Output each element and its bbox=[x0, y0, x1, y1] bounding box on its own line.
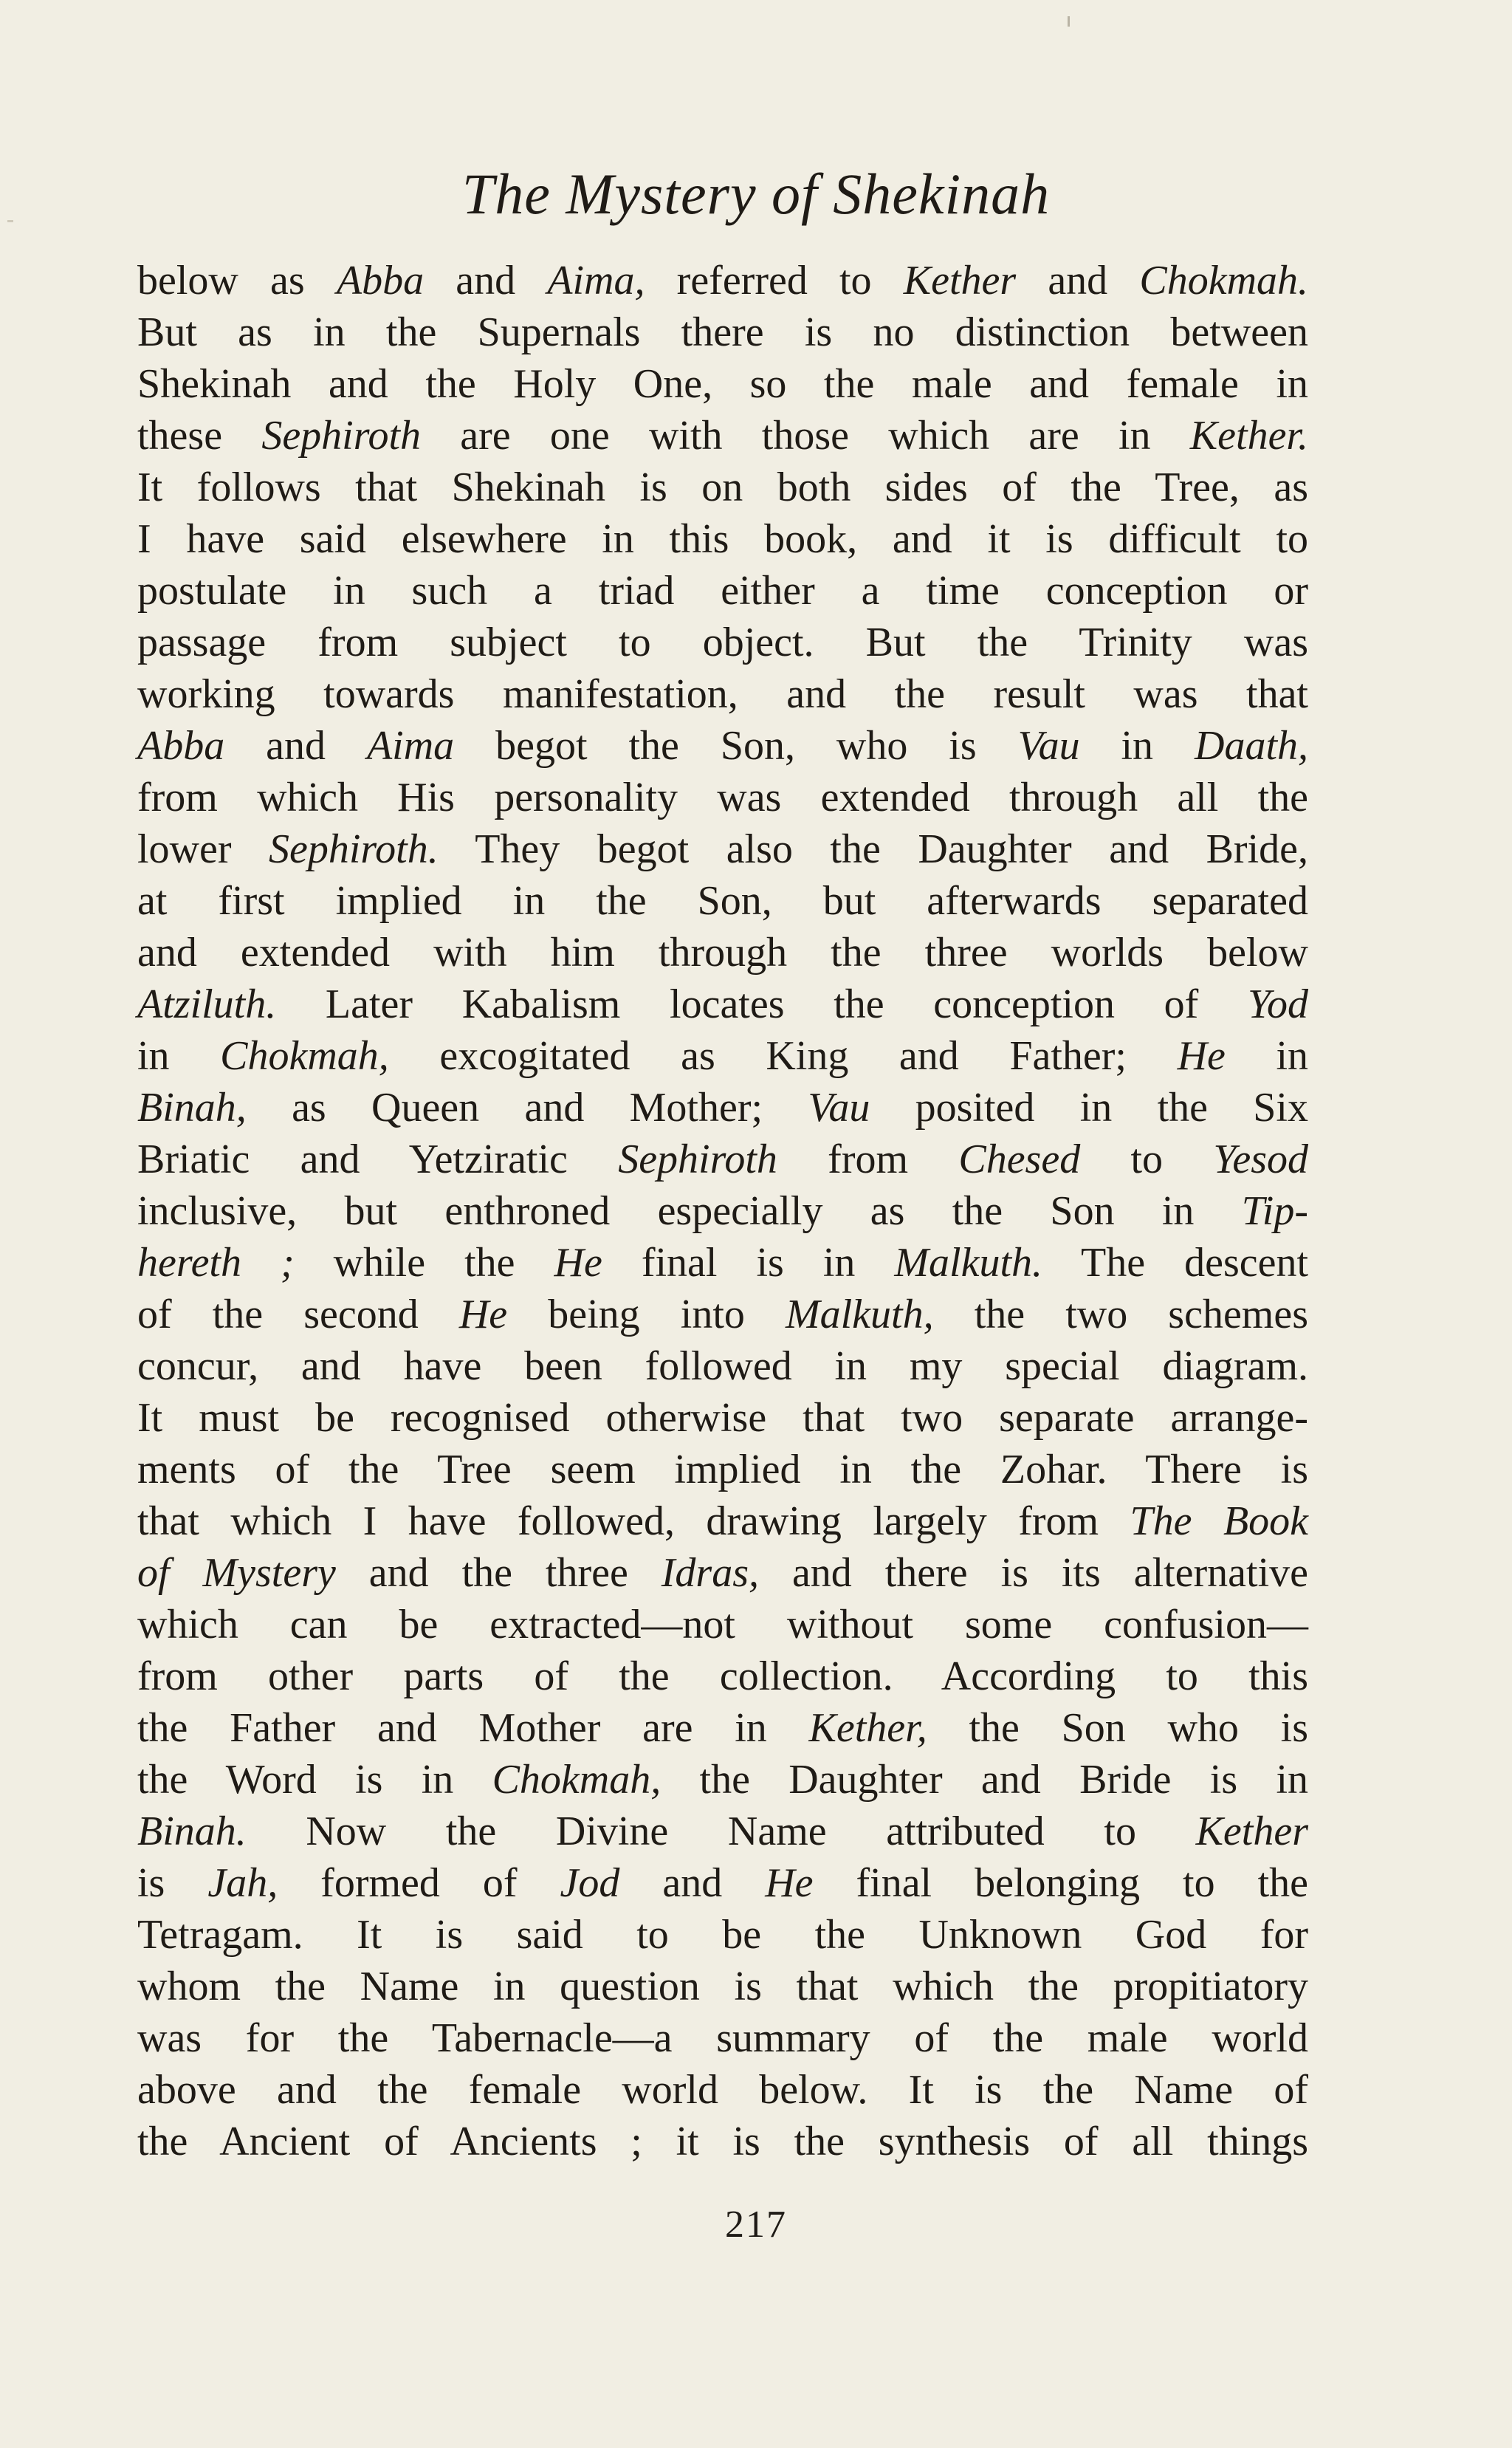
text-run: of the second bbox=[137, 1292, 459, 1337]
italic-term: Jod bbox=[560, 1860, 620, 1906]
italic-term: Malkuth, bbox=[785, 1292, 934, 1337]
italic-term: Daath, bbox=[1195, 723, 1308, 769]
text-run: from bbox=[777, 1136, 959, 1182]
text-run: to bbox=[1080, 1136, 1214, 1182]
text-run: It follows that Shekinah is on both sides of the Tree, as bbox=[137, 464, 1308, 510]
text-run: It must be recognised otherwise that two separate arrange- bbox=[137, 1395, 1308, 1441]
text-run: whom the Name in question is that which the propitiatory bbox=[137, 1964, 1308, 2009]
text-run: below as bbox=[137, 258, 337, 304]
text-run: But as in the Supernals there is no distinction between bbox=[137, 309, 1308, 355]
text-line bbox=[137, 1547, 1308, 1599]
text-line bbox=[137, 875, 1308, 927]
running-title: The Mystery of Shekinah bbox=[461, 162, 1051, 226]
text-run: The descent bbox=[1042, 1240, 1309, 1286]
italic-term: Kether, bbox=[808, 1705, 927, 1751]
text-line bbox=[137, 1340, 1308, 1392]
text-run: from which His personality was extended through all the bbox=[137, 775, 1308, 820]
text-line bbox=[137, 1650, 1308, 1702]
italic-term: Chokmah. bbox=[1139, 258, 1309, 304]
italic-term: Chokmah, bbox=[220, 1033, 389, 1079]
text-run: final is in bbox=[602, 1240, 895, 1286]
text-run: being into bbox=[507, 1292, 786, 1337]
text-run: from other parts of the collection. According to this bbox=[137, 1653, 1308, 1699]
italic-term: Abba bbox=[336, 258, 425, 304]
text-run: while the bbox=[294, 1240, 554, 1286]
text-run: passage from subject to object. But the Trinity was bbox=[137, 620, 1308, 665]
text-run: Shekinah and the Holy One, so the male and female in bbox=[137, 361, 1308, 407]
text-line bbox=[137, 1599, 1308, 1650]
italic-term: Aima, bbox=[547, 258, 645, 304]
text-run: Briatic and Yetziratic bbox=[137, 1136, 619, 1182]
text-run: concur, and have been followed in my special diagram. bbox=[137, 1343, 1308, 1389]
italic-term: Abba bbox=[137, 723, 225, 769]
text-run: final belonging to the bbox=[813, 1860, 1308, 1906]
scan-speck bbox=[1068, 16, 1070, 27]
text-run: and bbox=[1016, 258, 1140, 304]
text-run: and the three bbox=[335, 1550, 662, 1596]
italic-term: Vau bbox=[808, 1085, 870, 1131]
text-run: which can be extracted—not without some confusion— bbox=[137, 1602, 1308, 1648]
text-line bbox=[137, 1444, 1308, 1495]
text-run: the two schemes bbox=[933, 1292, 1308, 1337]
text-run: the Daughter and Bride is in bbox=[661, 1757, 1308, 1803]
text-run: They begot also the Daughter and Bride, bbox=[438, 826, 1308, 872]
italic-term: Chokmah, bbox=[492, 1757, 662, 1803]
italic-term: Aima bbox=[366, 723, 455, 769]
text-line bbox=[137, 358, 1308, 410]
text-line bbox=[137, 1961, 1308, 2012]
text-run: ments of the Tree seem implied in the Zohar. There is bbox=[137, 1447, 1308, 1492]
text-line bbox=[137, 720, 1308, 772]
text-line bbox=[137, 306, 1308, 358]
text-line bbox=[137, 978, 1308, 1030]
text-line bbox=[137, 1289, 1308, 1340]
text-line bbox=[137, 1030, 1308, 1082]
italic-term: He bbox=[1177, 1033, 1226, 1079]
text-run: and there is its alternative bbox=[759, 1550, 1309, 1596]
text-run: postulate in such a triad either a time conception or bbox=[137, 568, 1308, 614]
italic-term: Sephiroth bbox=[618, 1136, 777, 1182]
italic-term: The Book bbox=[1130, 1498, 1309, 1544]
text-line bbox=[137, 1082, 1308, 1134]
text-run: and bbox=[224, 723, 367, 769]
italic-term: He bbox=[765, 1860, 814, 1906]
italic-term: Jah, bbox=[207, 1860, 278, 1906]
text-run: Tetragam. It is said to be the Unknown God for bbox=[137, 1912, 1308, 1958]
italic-term: He bbox=[554, 1240, 602, 1286]
italic-term: Kether. bbox=[1189, 413, 1309, 459]
italic-term: Sephiroth. bbox=[269, 826, 439, 872]
italic-term: Atziluth. bbox=[137, 981, 277, 1027]
text-line bbox=[137, 513, 1308, 565]
body-text bbox=[137, 255, 1308, 2167]
text-run: begot the Son, who is bbox=[454, 723, 1018, 769]
text-run: and bbox=[424, 258, 548, 304]
text-line bbox=[137, 1806, 1308, 1857]
text-run: I have said elsewhere in this book, and it is difficult to bbox=[137, 516, 1308, 562]
text-line bbox=[137, 410, 1308, 462]
italic-term: hereth ; bbox=[137, 1240, 295, 1286]
text-run: in bbox=[1225, 1033, 1309, 1079]
text-run: is bbox=[137, 1860, 208, 1906]
italic-term: Sephiroth bbox=[261, 413, 422, 459]
text-line bbox=[137, 1237, 1308, 1289]
text-run: the Son who is bbox=[927, 1705, 1308, 1751]
italic-term: Vau bbox=[1017, 723, 1080, 769]
text-run: Later Kabalism locates the conception of bbox=[276, 981, 1248, 1027]
italic-term: Idras, bbox=[661, 1550, 760, 1596]
text-run: formed of bbox=[278, 1860, 560, 1906]
text-line bbox=[137, 255, 1308, 306]
text-line bbox=[137, 1392, 1308, 1444]
text-line bbox=[137, 1185, 1308, 1237]
italic-term: of Mystery bbox=[137, 1550, 336, 1596]
italic-term: Yod bbox=[1247, 981, 1308, 1027]
italic-term: Tip- bbox=[1241, 1188, 1308, 1234]
text-run: excogitated as King and Father; bbox=[388, 1033, 1178, 1079]
text-line bbox=[137, 1702, 1308, 1754]
text-line bbox=[137, 2064, 1308, 2116]
text-line bbox=[137, 1495, 1308, 1547]
italic-term: Malkuth. bbox=[894, 1240, 1043, 1286]
text-run: the Word is in bbox=[137, 1757, 492, 1803]
text-run: as Queen and Mother; bbox=[246, 1085, 808, 1131]
text-run: these bbox=[137, 413, 262, 459]
text-line bbox=[137, 2012, 1308, 2064]
page-number: 217 bbox=[725, 2204, 787, 2246]
text-run: the Father and Mother are in bbox=[137, 1705, 809, 1751]
text-run: are one with those which are in bbox=[421, 413, 1190, 459]
italic-term: Yesod bbox=[1213, 1136, 1309, 1182]
italic-term: Kether bbox=[903, 258, 1017, 304]
text-line bbox=[137, 772, 1308, 823]
text-line bbox=[137, 927, 1308, 978]
text-line bbox=[137, 462, 1308, 513]
text-run: posited in the Six bbox=[870, 1085, 1308, 1131]
italic-term: Chesed bbox=[958, 1136, 1081, 1182]
text-line bbox=[137, 565, 1308, 617]
text-run: referred to bbox=[645, 258, 904, 304]
text-run: lower bbox=[137, 826, 269, 872]
text-run: at first implied in the Son, but afterwards separated bbox=[137, 878, 1308, 924]
italic-term: Binah, bbox=[137, 1085, 247, 1131]
text-run: that which I have followed, drawing largely from bbox=[137, 1498, 1130, 1544]
text-run: in bbox=[137, 1033, 221, 1079]
italic-term: Kether bbox=[1195, 1808, 1308, 1854]
text-run: the Ancient of Ancients ; it is the synthesis of all things bbox=[137, 2119, 1308, 2164]
text-run: and bbox=[619, 1860, 766, 1906]
text-run: and extended with him through the three worlds below bbox=[137, 930, 1308, 976]
text-run: Now the Divine Name attributed to bbox=[246, 1808, 1196, 1854]
italic-term: He bbox=[458, 1292, 508, 1337]
text-line bbox=[137, 617, 1308, 668]
text-line bbox=[137, 823, 1308, 875]
text-line bbox=[137, 668, 1308, 720]
text-line bbox=[137, 1909, 1308, 1961]
text-run: was for the Tabernacle—a summary of the male world bbox=[137, 2015, 1308, 2061]
text-run: inclusive, but enthroned especially as the Son in bbox=[137, 1188, 1242, 1234]
text-line bbox=[137, 2116, 1308, 2167]
text-line bbox=[137, 1754, 1308, 1806]
text-run: in bbox=[1079, 723, 1195, 769]
text-run: working towards manifestation, and the result was that bbox=[137, 671, 1308, 717]
text-line bbox=[137, 1857, 1308, 1909]
text-line bbox=[137, 1134, 1308, 1185]
italic-term: Binah. bbox=[137, 1808, 247, 1854]
text-run: above and the female world below. It is the Name of bbox=[137, 2067, 1308, 2113]
